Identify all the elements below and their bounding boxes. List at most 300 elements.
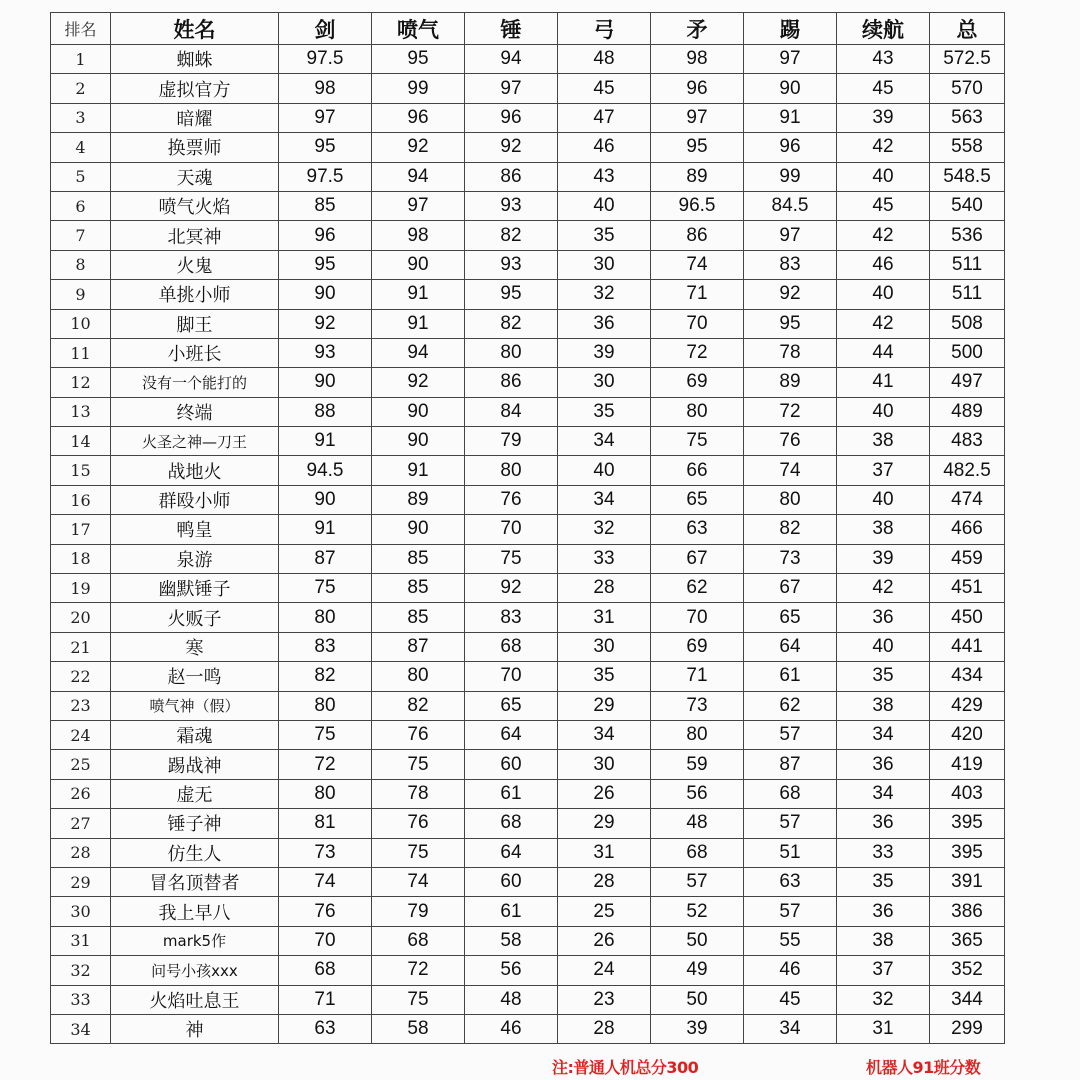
cell-kick: 83 [744, 250, 837, 279]
cell-total: 434 [930, 662, 1005, 691]
cell-kick: 34 [744, 1014, 837, 1043]
cell-kick: 65 [744, 603, 837, 632]
cell-hammer: 94 [465, 45, 558, 74]
cell-endurance: 40 [837, 397, 930, 426]
cell-kick: 84.5 [744, 191, 837, 220]
cell-kick: 95 [744, 309, 837, 338]
cell-bow: 43 [558, 162, 651, 191]
cell-kick: 91 [744, 103, 837, 132]
cell-name: 霜魂 [111, 720, 279, 749]
cell-name: 锤子神 [111, 809, 279, 838]
cell-jet: 94 [372, 338, 465, 367]
cell-spear: 73 [651, 691, 744, 720]
cell-rank: 14 [51, 427, 111, 456]
cell-kick: 82 [744, 515, 837, 544]
cell-hammer: 60 [465, 867, 558, 896]
cell-name: 寒 [111, 632, 279, 661]
cell-hammer: 64 [465, 720, 558, 749]
cell-endurance: 46 [837, 250, 930, 279]
cell-hammer: 70 [465, 515, 558, 544]
cell-total: 558 [930, 133, 1005, 162]
cell-total: 483 [930, 427, 1005, 456]
cell-endurance: 41 [837, 368, 930, 397]
cell-spear: 68 [651, 838, 744, 867]
cell-bow: 34 [558, 720, 651, 749]
cell-total: 489 [930, 397, 1005, 426]
cell-name: 暗耀 [111, 103, 279, 132]
cell-bow: 45 [558, 74, 651, 103]
cell-jet: 90 [372, 515, 465, 544]
cell-hammer: 46 [465, 1014, 558, 1043]
cell-hammer: 82 [465, 309, 558, 338]
cell-hammer: 80 [465, 456, 558, 485]
table-row [51, 133, 1005, 162]
cell-kick: 62 [744, 691, 837, 720]
cell-sword: 92 [279, 309, 372, 338]
cell-spear: 69 [651, 368, 744, 397]
cell-sword: 85 [279, 191, 372, 220]
cell-spear: 97 [651, 103, 744, 132]
cell-name: 幽默锤子 [111, 574, 279, 603]
cell-kick: 78 [744, 338, 837, 367]
table-row [51, 45, 1005, 74]
cell-bow: 34 [558, 427, 651, 456]
table-row [51, 515, 1005, 544]
cell-rank: 26 [51, 779, 111, 808]
cell-rank: 9 [51, 280, 111, 309]
cell-name: 终端 [111, 397, 279, 426]
cell-total: 403 [930, 779, 1005, 808]
cell-spear: 98 [651, 45, 744, 74]
cell-hammer: 92 [465, 574, 558, 603]
cell-total: 570 [930, 74, 1005, 103]
cell-name: 群殴小师 [111, 485, 279, 514]
cell-jet: 85 [372, 603, 465, 632]
cell-jet: 91 [372, 280, 465, 309]
cell-endurance: 38 [837, 691, 930, 720]
cell-sword: 91 [279, 515, 372, 544]
cell-bow: 35 [558, 662, 651, 691]
cell-rank: 28 [51, 838, 111, 867]
cell-rank: 11 [51, 338, 111, 367]
table-row [51, 250, 1005, 279]
cell-total: 572.5 [930, 45, 1005, 74]
cell-bow: 26 [558, 779, 651, 808]
cell-rank: 17 [51, 515, 111, 544]
cell-hammer: 95 [465, 280, 558, 309]
cell-total: 420 [930, 720, 1005, 749]
header-total: 总 [930, 13, 1005, 45]
table-row [51, 544, 1005, 573]
cell-rank: 33 [51, 985, 111, 1014]
header-row [51, 13, 1005, 45]
cell-sword: 70 [279, 926, 372, 955]
cell-rank: 5 [51, 162, 111, 191]
cell-kick: 76 [744, 427, 837, 456]
cell-jet: 74 [372, 867, 465, 896]
cell-rank: 1 [51, 45, 111, 74]
cell-endurance: 34 [837, 779, 930, 808]
cell-hammer: 97 [465, 74, 558, 103]
cell-rank: 12 [51, 368, 111, 397]
cell-total: 429 [930, 691, 1005, 720]
cell-kick: 64 [744, 632, 837, 661]
table-row [51, 720, 1005, 749]
table-row [51, 280, 1005, 309]
table-row [51, 779, 1005, 808]
cell-spear: 75 [651, 427, 744, 456]
cell-jet: 90 [372, 250, 465, 279]
table-row [51, 750, 1005, 779]
table-row [51, 603, 1005, 632]
cell-kick: 51 [744, 838, 837, 867]
cell-name: 冒名顶替者 [111, 867, 279, 896]
cell-kick: 68 [744, 779, 837, 808]
cell-spear: 70 [651, 603, 744, 632]
cell-total: 500 [930, 338, 1005, 367]
cell-name: 火焰吐息王 [111, 985, 279, 1014]
cell-endurance: 38 [837, 427, 930, 456]
cell-name: 单挑小师 [111, 280, 279, 309]
cell-hammer: 93 [465, 191, 558, 220]
cell-spear: 70 [651, 309, 744, 338]
cell-total: 466 [930, 515, 1005, 544]
cell-bow: 28 [558, 1014, 651, 1043]
cell-sword: 97.5 [279, 45, 372, 74]
cell-name: 脚王 [111, 309, 279, 338]
cell-sword: 98 [279, 74, 372, 103]
cell-endurance: 38 [837, 515, 930, 544]
cell-sword: 97 [279, 103, 372, 132]
cell-sword: 83 [279, 632, 372, 661]
cell-sword: 94.5 [279, 456, 372, 485]
table-row [51, 985, 1005, 1014]
cell-endurance: 38 [837, 926, 930, 955]
cell-jet: 85 [372, 574, 465, 603]
cell-sword: 90 [279, 368, 372, 397]
cell-spear: 50 [651, 926, 744, 955]
header-name: 姓名 [111, 13, 279, 45]
cell-bow: 30 [558, 750, 651, 779]
cell-sword: 82 [279, 662, 372, 691]
cell-endurance: 40 [837, 162, 930, 191]
cell-spear: 52 [651, 897, 744, 926]
table-row [51, 956, 1005, 985]
cell-total: 497 [930, 368, 1005, 397]
cell-spear: 80 [651, 397, 744, 426]
cell-rank: 6 [51, 191, 111, 220]
cell-hammer: 75 [465, 544, 558, 573]
cell-sword: 72 [279, 750, 372, 779]
cell-name: 赵一鸣 [111, 662, 279, 691]
cell-sword: 95 [279, 133, 372, 162]
cell-sword: 71 [279, 985, 372, 1014]
header-kick: 踢 [744, 13, 837, 45]
cell-jet: 95 [372, 45, 465, 74]
cell-kick: 89 [744, 368, 837, 397]
cell-hammer: 76 [465, 485, 558, 514]
cell-jet: 75 [372, 750, 465, 779]
cell-kick: 61 [744, 662, 837, 691]
cell-jet: 58 [372, 1014, 465, 1043]
cell-sword: 91 [279, 427, 372, 456]
cell-jet: 85 [372, 544, 465, 573]
cell-jet: 78 [372, 779, 465, 808]
cell-bow: 28 [558, 867, 651, 896]
cell-spear: 66 [651, 456, 744, 485]
cell-bow: 34 [558, 485, 651, 514]
cell-bow: 24 [558, 956, 651, 985]
cell-name: mark5作 [111, 926, 279, 955]
cell-name: 北冥神 [111, 221, 279, 250]
cell-bow: 29 [558, 691, 651, 720]
table-row [51, 162, 1005, 191]
cell-total: 451 [930, 574, 1005, 603]
cell-hammer: 65 [465, 691, 558, 720]
score-sheet [50, 12, 1004, 1044]
cell-bow: 25 [558, 897, 651, 926]
cell-jet: 82 [372, 691, 465, 720]
cell-bow: 28 [558, 574, 651, 603]
cell-kick: 57 [744, 809, 837, 838]
cell-name: 虚无 [111, 779, 279, 808]
cell-jet: 92 [372, 133, 465, 162]
cell-rank: 2 [51, 74, 111, 103]
cell-bow: 39 [558, 338, 651, 367]
footnote-left: 注:普通人机总分300 [552, 1058, 699, 1077]
cell-bow: 26 [558, 926, 651, 955]
cell-bow: 40 [558, 456, 651, 485]
cell-total: 352 [930, 956, 1005, 985]
header-rank: 排名 [51, 13, 111, 45]
cell-jet: 79 [372, 897, 465, 926]
cell-spear: 49 [651, 956, 744, 985]
cell-name: 火贩子 [111, 603, 279, 632]
cell-kick: 87 [744, 750, 837, 779]
cell-jet: 89 [372, 485, 465, 514]
cell-rank: 34 [51, 1014, 111, 1043]
cell-bow: 35 [558, 221, 651, 250]
cell-jet: 90 [372, 427, 465, 456]
cell-hammer: 56 [465, 956, 558, 985]
cell-sword: 80 [279, 779, 372, 808]
table-row [51, 1014, 1005, 1043]
cell-endurance: 40 [837, 485, 930, 514]
cell-hammer: 68 [465, 632, 558, 661]
cell-bow: 30 [558, 250, 651, 279]
cell-name: 天魂 [111, 162, 279, 191]
cell-jet: 76 [372, 720, 465, 749]
cell-endurance: 37 [837, 956, 930, 985]
cell-endurance: 32 [837, 985, 930, 1014]
cell-hammer: 61 [465, 897, 558, 926]
table-row [51, 809, 1005, 838]
cell-kick: 92 [744, 280, 837, 309]
cell-sword: 80 [279, 691, 372, 720]
cell-spear: 69 [651, 632, 744, 661]
cell-endurance: 39 [837, 103, 930, 132]
table-row [51, 221, 1005, 250]
cell-spear: 67 [651, 544, 744, 573]
cell-bow: 35 [558, 397, 651, 426]
cell-kick: 72 [744, 397, 837, 426]
cell-total: 548.5 [930, 162, 1005, 191]
cell-rank: 22 [51, 662, 111, 691]
cell-sword: 63 [279, 1014, 372, 1043]
cell-spear: 59 [651, 750, 744, 779]
cell-endurance: 45 [837, 191, 930, 220]
cell-spear: 63 [651, 515, 744, 544]
cell-hammer: 48 [465, 985, 558, 1014]
cell-sword: 73 [279, 838, 372, 867]
cell-name: 蜘蛛 [111, 45, 279, 74]
cell-bow: 23 [558, 985, 651, 1014]
cell-sword: 74 [279, 867, 372, 896]
cell-bow: 47 [558, 103, 651, 132]
cell-total: 474 [930, 485, 1005, 514]
cell-jet: 99 [372, 74, 465, 103]
cell-endurance: 42 [837, 309, 930, 338]
cell-bow: 31 [558, 603, 651, 632]
header-endurance: 续航 [837, 13, 930, 45]
cell-rank: 29 [51, 867, 111, 896]
cell-kick: 96 [744, 133, 837, 162]
cell-endurance: 44 [837, 338, 930, 367]
cell-name: 仿生人 [111, 838, 279, 867]
cell-jet: 91 [372, 456, 465, 485]
cell-hammer: 96 [465, 103, 558, 132]
cell-name: 鸭皇 [111, 515, 279, 544]
cell-total: 395 [930, 838, 1005, 867]
cell-hammer: 79 [465, 427, 558, 456]
cell-spear: 95 [651, 133, 744, 162]
cell-sword: 75 [279, 720, 372, 749]
cell-jet: 92 [372, 368, 465, 397]
cell-kick: 67 [744, 574, 837, 603]
cell-name: 火鬼 [111, 250, 279, 279]
cell-jet: 96 [372, 103, 465, 132]
table-row [51, 897, 1005, 926]
cell-bow: 30 [558, 632, 651, 661]
cell-jet: 90 [372, 397, 465, 426]
cell-total: 511 [930, 250, 1005, 279]
header-hammer: 锤 [465, 13, 558, 45]
table-row [51, 691, 1005, 720]
cell-kick: 55 [744, 926, 837, 955]
table-row [51, 574, 1005, 603]
cell-total: 386 [930, 897, 1005, 926]
cell-spear: 72 [651, 338, 744, 367]
cell-endurance: 42 [837, 221, 930, 250]
cell-rank: 30 [51, 897, 111, 926]
cell-spear: 74 [651, 250, 744, 279]
cell-hammer: 68 [465, 809, 558, 838]
cell-kick: 99 [744, 162, 837, 191]
cell-rank: 27 [51, 809, 111, 838]
ranking-table [50, 12, 1005, 1044]
cell-sword: 90 [279, 485, 372, 514]
cell-name: 虚拟官方 [111, 74, 279, 103]
cell-spear: 96.5 [651, 191, 744, 220]
table-row [51, 397, 1005, 426]
table-row [51, 867, 1005, 896]
cell-bow: 36 [558, 309, 651, 338]
cell-name: 战地火 [111, 456, 279, 485]
table-row [51, 368, 1005, 397]
table-row [51, 338, 1005, 367]
cell-name: 泉游 [111, 544, 279, 573]
cell-hammer: 64 [465, 838, 558, 867]
cell-bow: 32 [558, 280, 651, 309]
cell-sword: 68 [279, 956, 372, 985]
cell-rank: 18 [51, 544, 111, 573]
cell-jet: 75 [372, 985, 465, 1014]
cell-total: 563 [930, 103, 1005, 132]
table-row [51, 632, 1005, 661]
cell-total: 299 [930, 1014, 1005, 1043]
cell-endurance: 36 [837, 897, 930, 926]
cell-kick: 97 [744, 221, 837, 250]
cell-spear: 57 [651, 867, 744, 896]
cell-total: 391 [930, 867, 1005, 896]
cell-hammer: 86 [465, 368, 558, 397]
cell-kick: 57 [744, 720, 837, 749]
cell-name: 火圣之神—刀王 [111, 427, 279, 456]
cell-jet: 94 [372, 162, 465, 191]
cell-spear: 39 [651, 1014, 744, 1043]
table-row [51, 662, 1005, 691]
cell-jet: 72 [372, 956, 465, 985]
table-row [51, 74, 1005, 103]
cell-sword: 97.5 [279, 162, 372, 191]
cell-kick: 63 [744, 867, 837, 896]
cell-endurance: 43 [837, 45, 930, 74]
cell-hammer: 92 [465, 133, 558, 162]
cell-spear: 62 [651, 574, 744, 603]
header-spear: 矛 [651, 13, 744, 45]
cell-sword: 76 [279, 897, 372, 926]
cell-rank: 15 [51, 456, 111, 485]
cell-spear: 48 [651, 809, 744, 838]
table-row [51, 191, 1005, 220]
cell-rank: 32 [51, 956, 111, 985]
cell-name: 问号小孩xxx [111, 956, 279, 985]
cell-name: 喷气神（假） [111, 691, 279, 720]
cell-endurance: 34 [837, 720, 930, 749]
cell-rank: 16 [51, 485, 111, 514]
cell-endurance: 33 [837, 838, 930, 867]
cell-bow: 30 [558, 368, 651, 397]
cell-rank: 31 [51, 926, 111, 955]
cell-endurance: 37 [837, 456, 930, 485]
cell-rank: 24 [51, 720, 111, 749]
cell-jet: 98 [372, 221, 465, 250]
cell-kick: 80 [744, 485, 837, 514]
cell-rank: 21 [51, 632, 111, 661]
cell-hammer: 84 [465, 397, 558, 426]
cell-spear: 96 [651, 74, 744, 103]
cell-rank: 19 [51, 574, 111, 603]
cell-sword: 75 [279, 574, 372, 603]
cell-endurance: 31 [837, 1014, 930, 1043]
cell-rank: 3 [51, 103, 111, 132]
cell-hammer: 80 [465, 338, 558, 367]
table-row [51, 456, 1005, 485]
cell-sword: 80 [279, 603, 372, 632]
cell-endurance: 40 [837, 632, 930, 661]
cell-kick: 74 [744, 456, 837, 485]
cell-kick: 57 [744, 897, 837, 926]
